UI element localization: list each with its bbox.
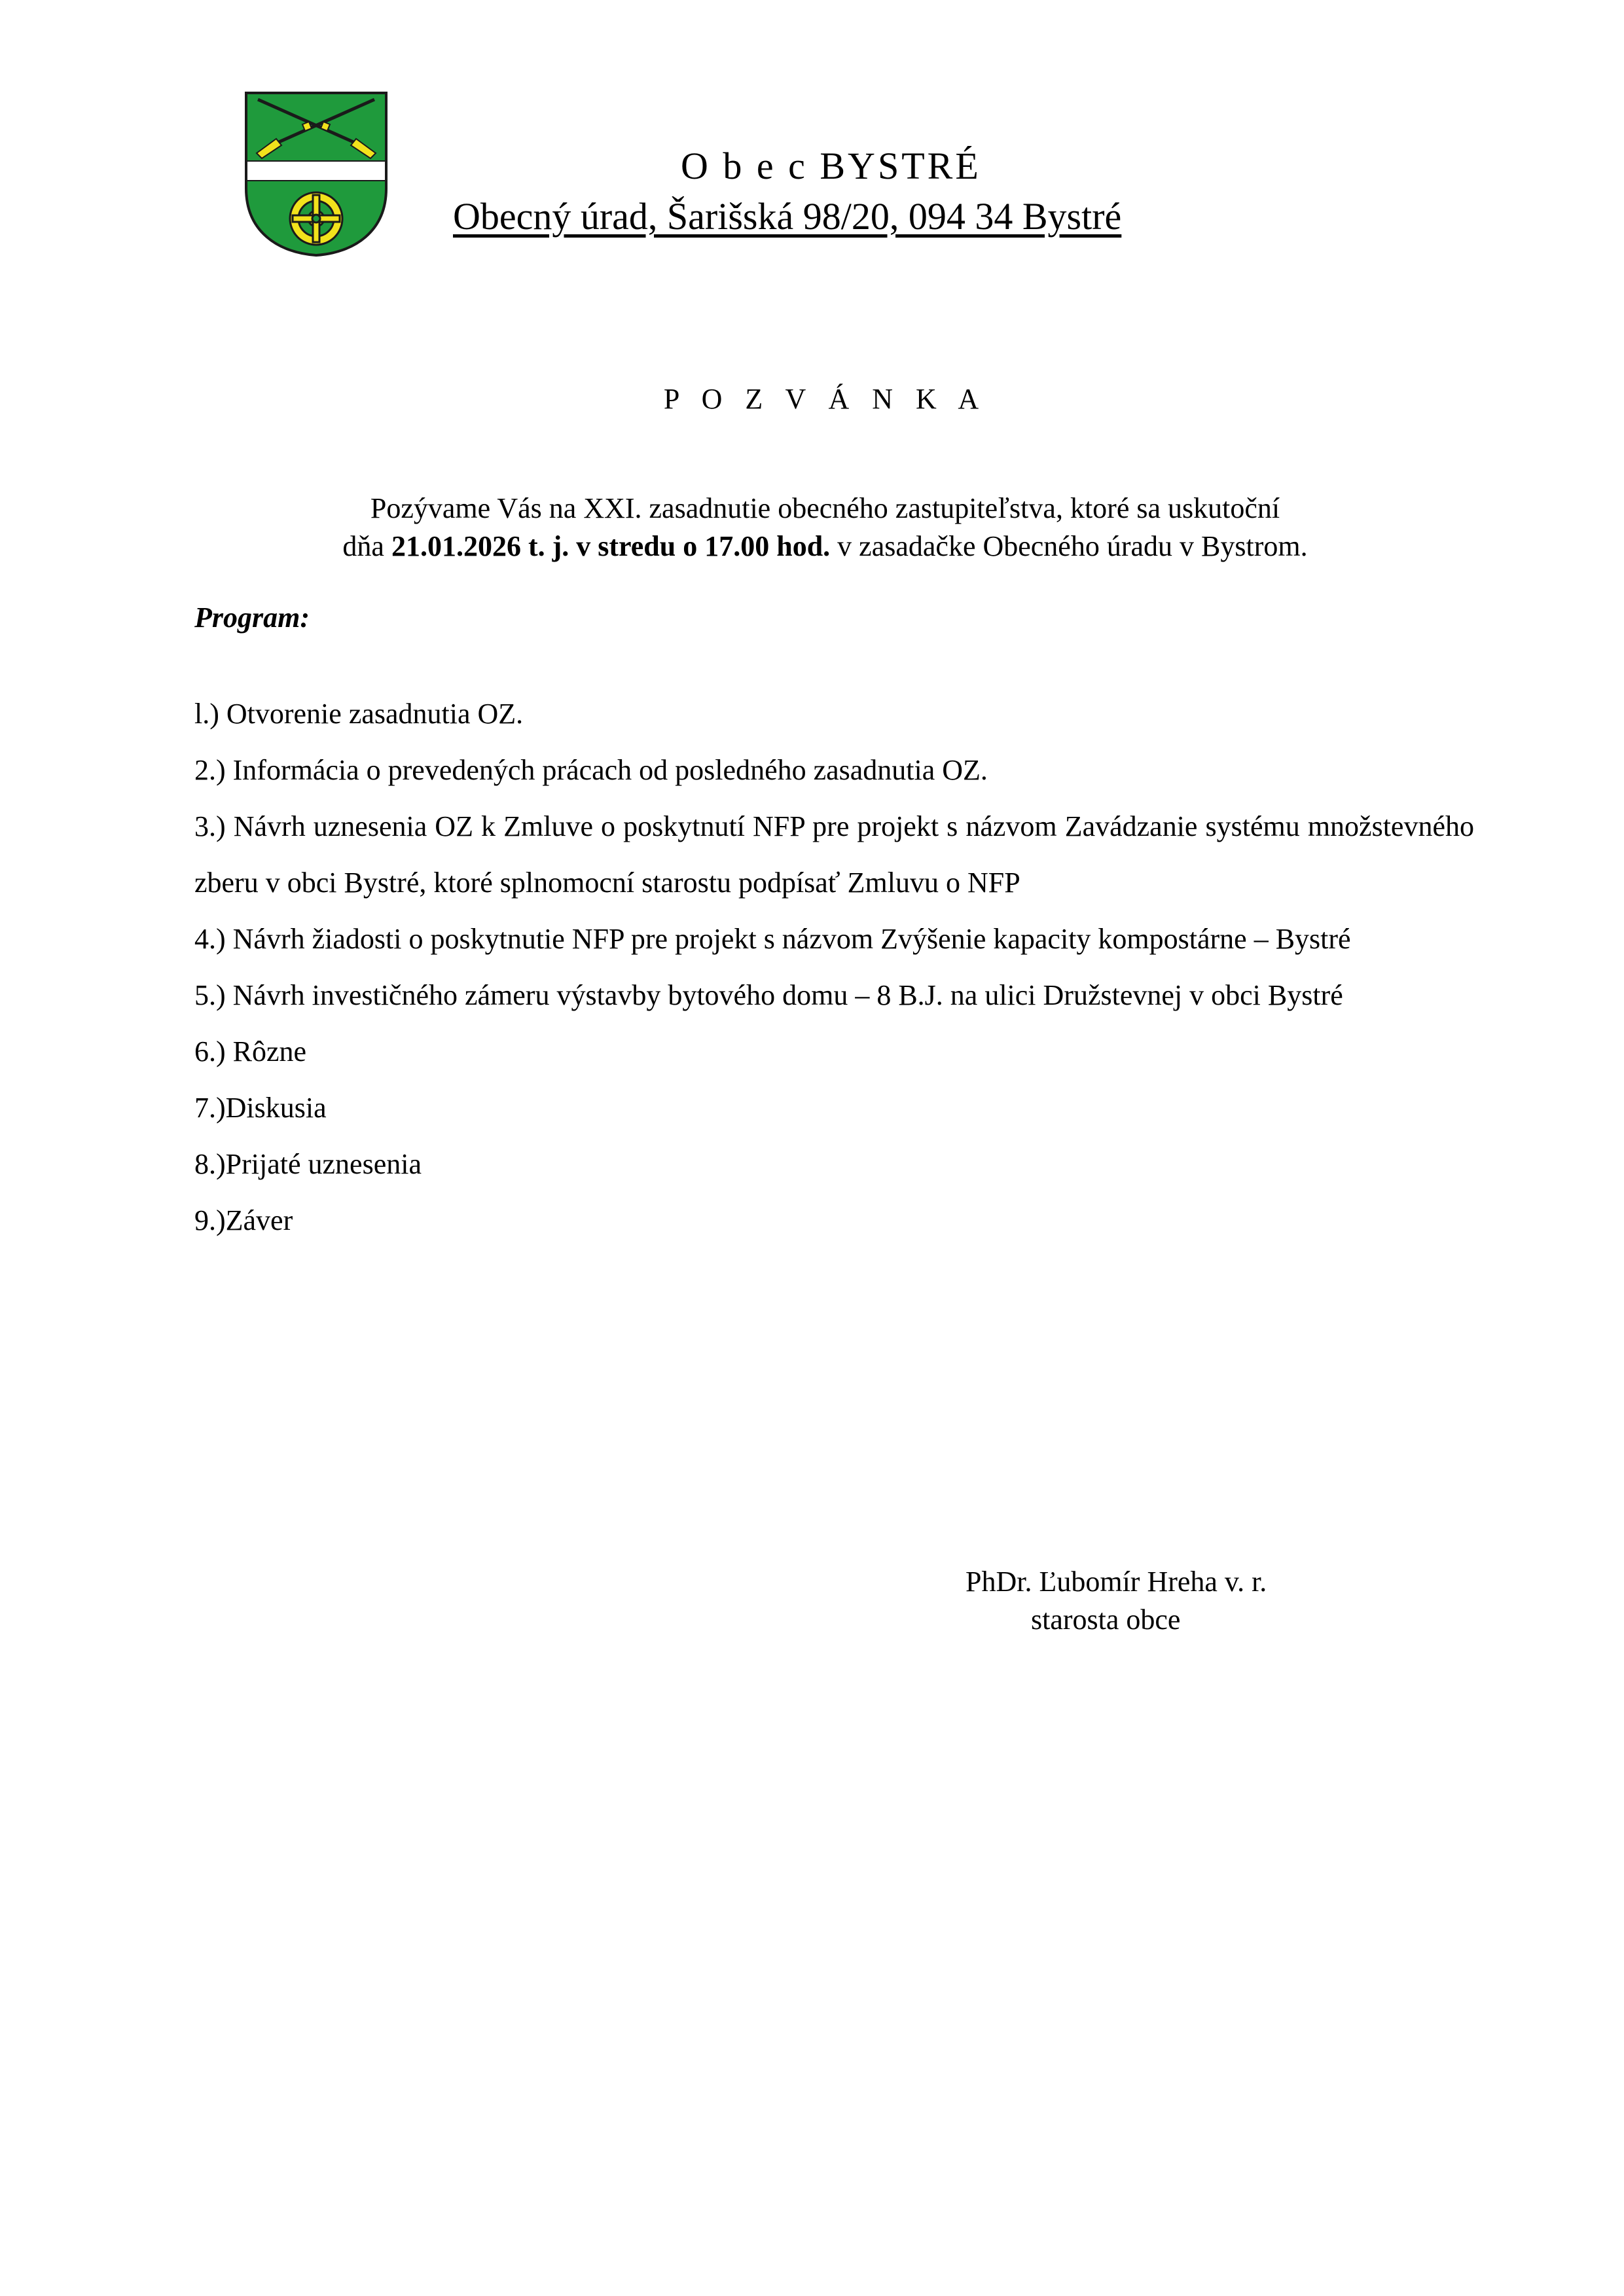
program-item-4: 4.) Návrh žiadosti o poskytnutie NFP pre projekt s názvom Zvýšenie kapacity kompostárne – Bystré: [194, 923, 1351, 955]
program-item-9: 9.)Záver: [194, 1204, 293, 1236]
coat-of-arms-icon: [244, 90, 389, 258]
program-item-5: 5.) Návrh investičného zámeru výstavby bytového domu – 8 B.J. na ulici Družstevnej v obci Bystré: [194, 979, 1343, 1011]
program-item-3: 3.) Návrh uznesenia OZ k Zmluve o poskytnutí NFP pre projekt s názvom Zavádzanie systému množstevného zberu v obci Bystré, ktoré splnomocní starostu podpísať Zmluvu o NFP: [194, 810, 1474, 899]
program-item-8: 8.)Prijaté uznesenia: [194, 1148, 422, 1180]
meeting-date-time: 21.01.2026 t. j. v stredu o 17.00 hod.: [391, 530, 831, 562]
intro-line-1: Pozývame Vás na XXI. zasadnutie obecného zastupiteľstva, ktoré sa uskutoční: [370, 492, 1280, 524]
program-item-6: 6.) Rôzne: [194, 1035, 307, 1067]
program-list: [194, 686, 1474, 1249]
program-item-1: l.) Otvorenie zasadnutia OZ.: [194, 698, 524, 730]
program-item-2: 2.) Informácia o prevedených prácach od posledného zasadnutia OZ.: [194, 754, 988, 786]
program-label: Program:: [194, 601, 310, 634]
invitation-title: P O Z V Á N K A: [663, 383, 987, 415]
invitation-intro: [0, 490, 1624, 565]
intro-line-2-prefix: dňa: [342, 530, 391, 562]
intro-line-2: [26, 528, 1624, 565]
office-address: Obecný úrad, Šarišská 98/20, 094 34 Bystré: [453, 195, 1122, 238]
intro-line-2-suffix: v zasadačke Obecného úradu v Bystrom.: [830, 530, 1308, 562]
program-item-7: 7.)Diskusia: [194, 1092, 327, 1124]
municipality-name: O b e c BYSTRÉ: [681, 145, 981, 187]
signature-block: [965, 1563, 1267, 1639]
signatory-role: starosta obce: [1031, 1604, 1181, 1636]
signatory-name: PhDr. Ľubomír Hreha v. r.: [965, 1566, 1267, 1598]
